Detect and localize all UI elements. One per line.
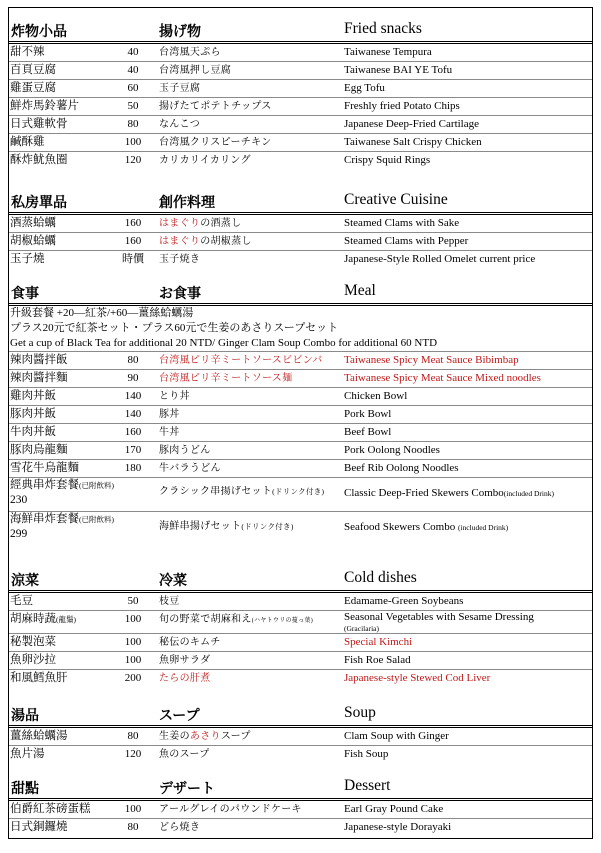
item-name-en: Clam Soup with Ginger bbox=[344, 730, 449, 742]
item-name-ja: カリカリイカリング bbox=[159, 155, 251, 166]
menu-row bbox=[9, 670, 592, 687]
menu-row bbox=[9, 460, 592, 478]
menu-row bbox=[9, 152, 592, 169]
item-note-ja: (ハヤトウリの蔓っ葉) bbox=[251, 618, 313, 624]
menu-row bbox=[9, 424, 592, 442]
section-title-zh: 湯品 bbox=[11, 709, 39, 724]
menu-row bbox=[9, 728, 592, 746]
item-price: 100 bbox=[124, 136, 142, 148]
section-title-en: Meal bbox=[344, 282, 376, 299]
item-name-zh: 酒蒸蛤蠣 bbox=[10, 217, 56, 229]
menu-page bbox=[8, 7, 593, 839]
item-name-ja bbox=[159, 486, 343, 498]
item-name-zh: 毛豆 bbox=[10, 595, 33, 607]
item-price: 50 bbox=[127, 100, 139, 112]
item-name-zh bbox=[10, 478, 155, 507]
item-price: 180 bbox=[124, 462, 142, 474]
section-title-ja: スープ bbox=[159, 709, 200, 724]
item-price: 170 bbox=[124, 444, 142, 456]
item-name-en: Earl Gray Pound Cake bbox=[344, 803, 444, 815]
combo-name-zh: 海鮮串炸套餐 bbox=[10, 513, 79, 525]
item-name-en: Taiwanese Salt Crispy Chicken bbox=[344, 136, 482, 148]
section-creative-cuisine bbox=[9, 192, 592, 268]
item-name-zh: 牛肉丼飯 bbox=[10, 426, 56, 438]
item-price: 299 bbox=[10, 528, 28, 540]
section-header bbox=[9, 283, 592, 306]
item-price: 120 bbox=[124, 154, 142, 166]
section-title-ja: 冷菜 bbox=[159, 574, 187, 589]
item-name-en bbox=[344, 486, 596, 501]
item-name-ja bbox=[159, 611, 343, 630]
item-price: 90 bbox=[127, 372, 139, 384]
item-price: 100 bbox=[124, 613, 142, 625]
menu-row bbox=[9, 442, 592, 460]
menu-row bbox=[9, 652, 592, 670]
item-price: 160 bbox=[124, 426, 142, 438]
item-name-zh: 鮮炸馬鈴薯片 bbox=[10, 100, 79, 112]
item-name-ja: 枝豆 bbox=[159, 596, 180, 607]
section-fried-snacks bbox=[9, 21, 592, 169]
section-header bbox=[9, 192, 592, 215]
item-name-ja bbox=[159, 520, 343, 534]
section-title-en: Soup bbox=[344, 704, 376, 721]
item-name-ja: 揚げたてポテトチップス bbox=[159, 101, 272, 112]
item-name-zh: 伯爵紅茶磅蛋糕 bbox=[10, 803, 91, 815]
item-name-ja-highlight: はまぐり bbox=[159, 236, 201, 247]
item-price: 80 bbox=[127, 730, 139, 742]
item-name-zh: 日式銅鑼燒 bbox=[10, 821, 68, 833]
item-price: 時價 bbox=[122, 253, 144, 265]
section-title-en: Fried snacks bbox=[344, 20, 422, 37]
menu-row bbox=[9, 611, 592, 634]
section-header bbox=[9, 778, 592, 801]
item-name-ja: 豚丼 bbox=[159, 409, 180, 420]
item-price: 80 bbox=[127, 821, 139, 833]
item-name-zh: 魚卵沙拉 bbox=[10, 654, 56, 666]
item-price: 120 bbox=[124, 748, 142, 760]
item-price: 50 bbox=[127, 595, 139, 607]
item-note-zh: (龍鬚) bbox=[56, 615, 76, 624]
item-name-ja-rest: スープ bbox=[220, 731, 251, 742]
item-name-en: Egg Tofu bbox=[344, 82, 385, 94]
item-name-ja: 台湾風天ぷら bbox=[159, 47, 221, 58]
item-name-zh: 玉子燒 bbox=[10, 253, 45, 265]
section-title-ja: お食事 bbox=[159, 287, 201, 302]
item-name-ja-highlight: あさり bbox=[189, 731, 221, 742]
menu-row bbox=[9, 352, 592, 370]
item-name-ja: 魚卵サラダ bbox=[159, 655, 211, 666]
meal-note-zh: 升級套餐 +20—紅茶/+60—薑絲蛤蠣湯 bbox=[10, 307, 194, 319]
item-name-ja-rest: の胡椒蒸し bbox=[200, 236, 252, 247]
item-name-ja: 牛丼 bbox=[159, 427, 180, 438]
combo-name-en: Seafood Skewers Combo bbox=[344, 521, 458, 533]
section-title-zh: 甜點 bbox=[11, 782, 39, 797]
item-name-zh: 魚片湯 bbox=[10, 748, 45, 760]
section-title-ja: 揚げ物 bbox=[159, 25, 201, 40]
item-name-zh: 辣肉醬拌麵 bbox=[10, 372, 68, 384]
item-name-en: Crispy Squid Rings bbox=[344, 154, 431, 166]
item-name-en: Taiwanese BAI YE Tofu bbox=[344, 64, 453, 76]
item-name-zh: 豚肉烏龍麵 bbox=[10, 444, 68, 456]
menu-row bbox=[9, 62, 592, 80]
item-name-ja: 豚肉うどん bbox=[159, 445, 211, 456]
item-name-zh: 雞蛋豆腐 bbox=[10, 82, 56, 94]
meal-note-en: Get a cup of Black Tea for additional 20 NTD/ Ginger Clam Soup Combo for additional 60 NTD bbox=[9, 336, 592, 352]
item-price: 100 bbox=[124, 654, 142, 666]
combo-note-zh: (已附飲料) bbox=[79, 481, 114, 490]
section-title-zh: 炸物小品 bbox=[11, 25, 67, 40]
item-price: 100 bbox=[124, 803, 142, 815]
combo-name-ja: クラシック串揚げセット bbox=[159, 486, 273, 497]
item-name-ja: たらの肝煮 bbox=[159, 673, 211, 684]
menu-row bbox=[9, 116, 592, 134]
item-name-ja: どら焼き bbox=[159, 822, 201, 833]
item-name-en: Japanese-style Dorayaki bbox=[344, 821, 452, 833]
menu-row bbox=[9, 233, 592, 251]
item-name-ja: 牛バラうどん bbox=[159, 463, 221, 474]
section-header bbox=[9, 21, 592, 44]
item-name-zh: 日式雞軟骨 bbox=[10, 118, 68, 130]
item-name-zh: 秘製泡菜 bbox=[10, 636, 56, 648]
menu-row bbox=[9, 80, 592, 98]
combo-row bbox=[9, 512, 592, 545]
item-price: 40 bbox=[127, 64, 139, 76]
section-title-zh: 食事 bbox=[11, 287, 39, 302]
item-price: 160 bbox=[124, 217, 142, 229]
item-name-zh: 薑絲蛤蠣湯 bbox=[10, 730, 68, 742]
item-name-en: Fish Roe Salad bbox=[344, 654, 411, 666]
item-name-en: Freshly fried Potato Chips bbox=[344, 100, 460, 112]
menu-row bbox=[9, 134, 592, 152]
section-title-zh: 涼菜 bbox=[11, 574, 39, 589]
item-name-en: Steamed Clams with Pepper bbox=[344, 235, 469, 247]
section-meal bbox=[9, 283, 592, 545]
item-name-zh bbox=[10, 611, 118, 628]
section-title-ja: デザート bbox=[159, 782, 215, 797]
item-name-zh: 鹹酥雞 bbox=[10, 136, 45, 148]
item-name-en: Steamed Clams with Sake bbox=[344, 217, 460, 229]
item-name-ja: 台湾風押し豆腐 bbox=[159, 65, 232, 76]
item-name-zh: 辣肉醬拌飯 bbox=[10, 354, 68, 366]
item-price: 40 bbox=[127, 46, 139, 58]
item-note-en: (Gracilaria) bbox=[344, 624, 379, 633]
item-price: 230 bbox=[10, 494, 28, 506]
combo-name-ja: 海鮮串揚げセット bbox=[159, 521, 242, 532]
item-name-en: Japanese Deep-Fried Cartilage bbox=[344, 118, 479, 130]
item-name-en: Beef Bowl bbox=[344, 426, 392, 438]
item-name-ja: 玉子豆腐 bbox=[159, 83, 201, 94]
item-name-ja-main: 旬の野菜で胡麻和え bbox=[159, 614, 252, 625]
item-name-en-main: Seasonal Vegetables with Sesame Dressing bbox=[344, 612, 534, 623]
meal-note-ja: プラス20元で紅茶セット・プラス60元で生姜のあさりスープセット bbox=[10, 322, 339, 334]
menu-row bbox=[9, 98, 592, 116]
item-price: 200 bbox=[124, 672, 142, 684]
item-name-en: Japanese-Style Rolled Omelet current price bbox=[344, 253, 536, 265]
item-name-zh: 雪花牛烏龍麵 bbox=[10, 462, 79, 474]
item-price: 140 bbox=[124, 408, 142, 420]
menu-row bbox=[9, 370, 592, 388]
item-name-zh: 豚肉丼飯 bbox=[10, 408, 56, 420]
item-price: 60 bbox=[127, 82, 139, 94]
section-dessert bbox=[9, 778, 592, 836]
item-name-ja: 秘伝のキムチ bbox=[159, 637, 221, 648]
item-name-zh: 雞肉丼飯 bbox=[10, 390, 56, 402]
item-name-en: Taiwanese Tempura bbox=[344, 46, 432, 58]
section-title-ja: 創作料理 bbox=[159, 196, 215, 211]
item-name-ja bbox=[159, 215, 343, 232]
item-price: 160 bbox=[124, 235, 142, 247]
item-name-zh: 甜不辣 bbox=[10, 46, 45, 58]
item-price: 80 bbox=[127, 118, 139, 130]
item-name-ja: とり丼 bbox=[159, 391, 190, 402]
item-name-en bbox=[344, 612, 596, 634]
item-name-en: Taiwanese Spicy Meat Sauce Bibimbap bbox=[344, 354, 519, 366]
item-name-en bbox=[344, 520, 596, 535]
item-name-en: Taiwanese Spicy Meat Sauce Mixed noodles bbox=[344, 372, 541, 384]
item-name-ja: 玉子焼き bbox=[159, 254, 201, 265]
menu-row bbox=[9, 251, 592, 268]
menu-row bbox=[9, 388, 592, 406]
item-name-ja: 台湾風ピリ辛ミートソース麺 bbox=[159, 373, 293, 384]
item-name-ja: 台湾風クリスピーチキン bbox=[159, 137, 272, 148]
item-name-zh-main: 胡麻時蔬 bbox=[10, 613, 56, 625]
item-name-en: Special Kimchi bbox=[344, 636, 413, 648]
item-name-ja: 台湾風ピリ辛ミートソースビビンバ bbox=[159, 355, 323, 366]
item-name-zh bbox=[10, 512, 155, 541]
item-price: 140 bbox=[124, 390, 142, 402]
menu-row bbox=[9, 406, 592, 424]
combo-note-zh: (已附飲料) bbox=[79, 515, 114, 524]
item-name-en: Pork Oolong Noodles bbox=[344, 444, 440, 456]
item-name-zh: 百頁豆腐 bbox=[10, 64, 56, 76]
item-name-en: Chicken Bowl bbox=[344, 390, 408, 402]
menu-row bbox=[9, 819, 592, 836]
item-name-ja-highlight: はまぐり bbox=[159, 218, 201, 229]
item-price: 80 bbox=[127, 354, 139, 366]
section-title-en: Creative Cuisine bbox=[344, 191, 448, 208]
section-title-en: Cold dishes bbox=[344, 569, 417, 586]
section-cold-dishes bbox=[9, 570, 592, 687]
section-header bbox=[9, 705, 592, 728]
combo-name-en: Classic Deep-Fried Skewers Combo bbox=[344, 487, 504, 499]
item-name-ja bbox=[159, 728, 343, 745]
item-name-zh: 胡椒蛤蠣 bbox=[10, 235, 56, 247]
section-header bbox=[9, 570, 592, 593]
menu-row bbox=[9, 593, 592, 611]
combo-note-en: (included Drink) bbox=[503, 489, 554, 498]
combo-note-en: (included Drink) bbox=[457, 523, 509, 532]
item-name-ja-rest: の酒蒸し bbox=[200, 218, 242, 229]
menu-row bbox=[9, 634, 592, 652]
item-name-zh: 酥炸魷魚圈 bbox=[10, 154, 68, 166]
menu-row bbox=[9, 801, 592, 819]
item-name-ja: なんこつ bbox=[159, 119, 200, 130]
combo-note-ja: (ドリンク付き) bbox=[272, 487, 325, 496]
menu-row bbox=[9, 44, 592, 62]
item-price: 100 bbox=[124, 636, 142, 648]
section-title-en: Dessert bbox=[344, 777, 391, 794]
menu-row bbox=[9, 746, 592, 763]
item-name-en: Beef Rib Oolong Noodles bbox=[344, 462, 459, 474]
item-name-en: Japanese-style Stewed Cod Liver bbox=[344, 672, 491, 684]
menu-row bbox=[9, 215, 592, 233]
item-name-ja: 魚のスープ bbox=[159, 749, 210, 760]
section-soup bbox=[9, 705, 592, 763]
item-name-en: Edamame-Green Soybeans bbox=[344, 595, 464, 607]
item-name-zh: 和風鱈魚肝 bbox=[10, 672, 68, 684]
combo-name-zh: 經典串炸套餐 bbox=[10, 479, 79, 491]
section-title-zh: 私房單品 bbox=[11, 196, 67, 211]
item-name-ja: アールグレイのパウンドケーキ bbox=[159, 804, 302, 815]
combo-row bbox=[9, 478, 592, 512]
item-name-en: Fish Soup bbox=[344, 748, 389, 760]
item-name-ja bbox=[159, 233, 343, 250]
item-name-ja-pre: 生姜の bbox=[159, 731, 190, 742]
item-name-en: Pork Bowl bbox=[344, 408, 392, 420]
combo-note-ja: (ドリンク付き) bbox=[241, 522, 294, 531]
